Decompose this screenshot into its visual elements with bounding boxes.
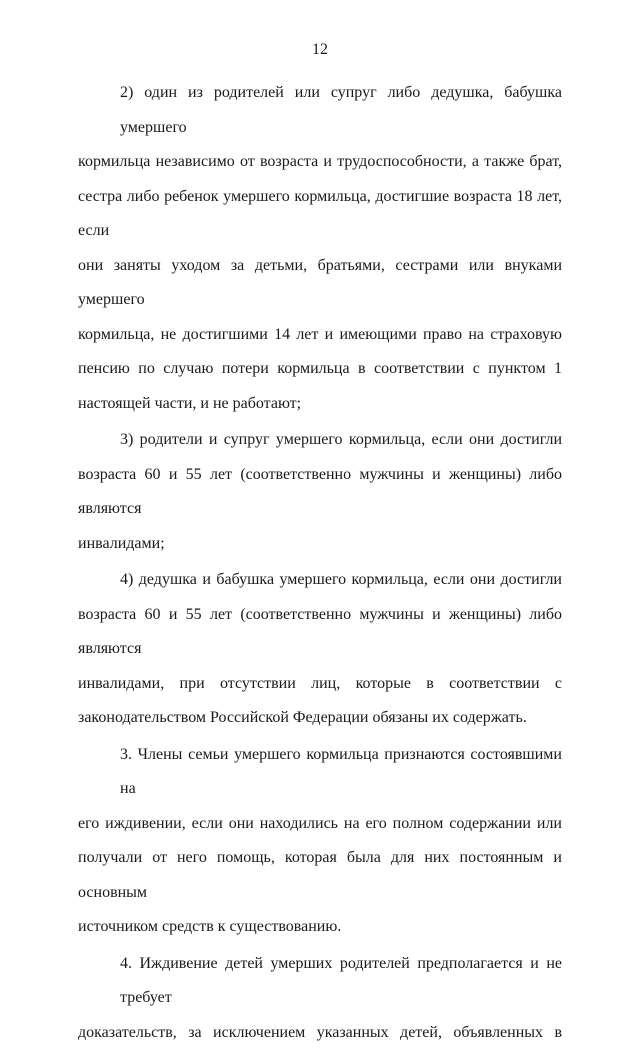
text-line: инвалидами;: [78, 527, 562, 562]
paragraph-item-2: [78, 76, 562, 421]
text-line: доказательств, за исключением указанных детей, объявленных в: [78, 1016, 562, 1050]
text-line: они заняты уходом за детьми, братьями, сестрами или внуками умершего: [78, 249, 562, 318]
text-line: кормильца независимо от возраста и трудоспособности, а также брат,: [78, 145, 562, 180]
text-line: 4. Иждивение детей умерших родителей предполагается и не требует: [78, 947, 562, 1016]
paragraph-part-4: [78, 947, 562, 1050]
paragraph-part-3: [78, 738, 562, 945]
text-line: кормильца, не достигшими 14 лет и имеющими право на страховую: [78, 318, 562, 353]
text-line: настоящей части, и не работают;: [78, 387, 562, 422]
text-line: законодательством Российской Федерации обязаны их содержать.: [78, 701, 562, 736]
text-line: возраста 60 и 55 лет (соответственно мужчины и женщины) либо являются: [78, 458, 562, 527]
text-line: его иждивении, если они находились на его полном содержании или: [78, 807, 562, 842]
text-line: возраста 60 и 55 лет (соответственно мужчины и женщины) либо являются: [78, 598, 562, 667]
page-number: 12: [0, 40, 640, 60]
text-line: 2) один из родителей или супруг либо дедушка, бабушка умершего: [78, 76, 562, 145]
text-line: 3) родители и супруг умершего кормильца, если они достигли: [78, 423, 562, 458]
text-line: сестра либо ребенок умершего кормильца, достигшие возраста 18 лет, если: [78, 180, 562, 249]
text-line: получали от него помощь, которая была для них постоянным и основным: [78, 841, 562, 910]
text-line: 3. Члены семьи умершего кормильца признаются состоявшими на: [78, 738, 562, 807]
text-line: источником средств к существованию.: [78, 910, 562, 945]
text-line: 4) дедушка и бабушка умершего кормильца, если они достигли: [78, 563, 562, 598]
document-body: [78, 76, 562, 1050]
text-line: инвалидами, при отсутствии лиц, которые в соответствии с: [78, 667, 562, 702]
paragraph-item-3: [78, 423, 562, 561]
paragraph-item-4: [78, 563, 562, 736]
text-line: пенсию по случаю потери кормильца в соответствии с пунктом 1: [78, 352, 562, 387]
